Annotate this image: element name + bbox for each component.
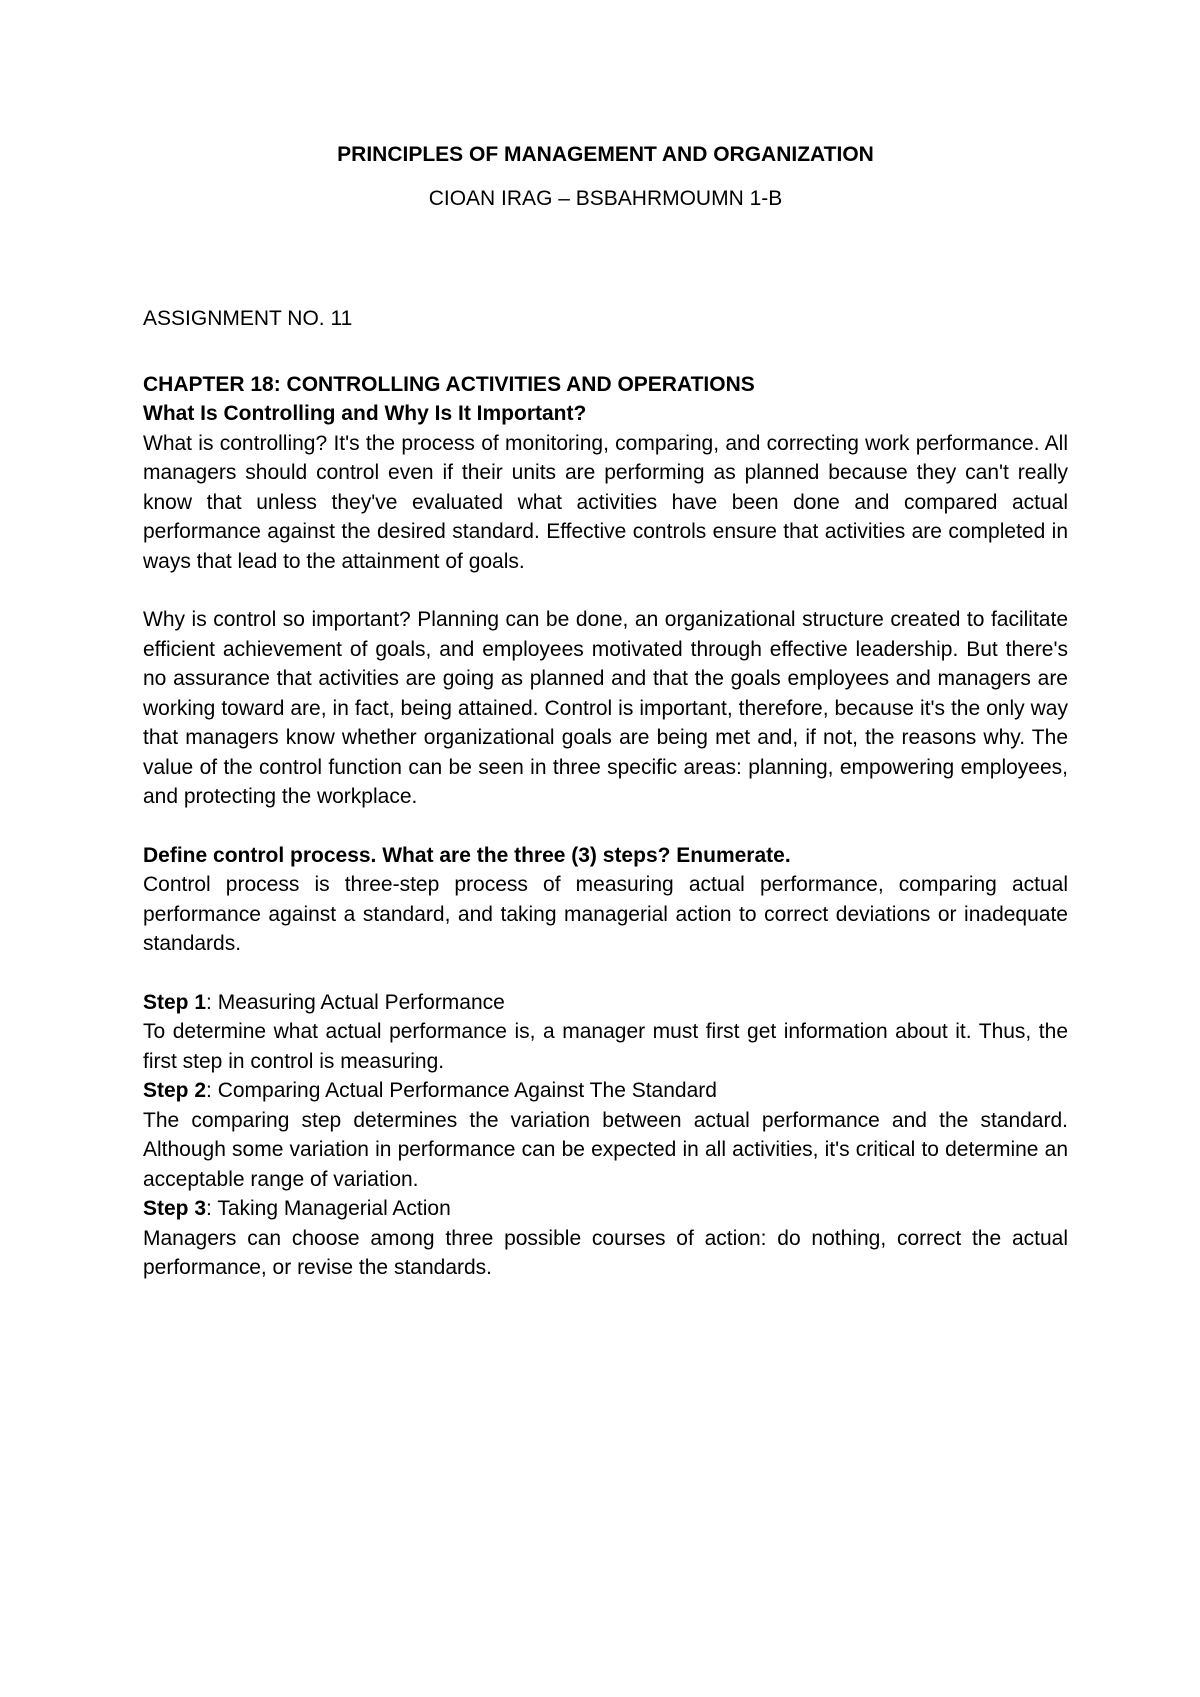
step-1-label: Step 1 [143,990,207,1014]
step-3-name: : Taking Managerial Action [206,1197,451,1220]
step-2-label: Step 2 [143,1079,207,1102]
step-2-body: The comparing step determines the variation between actual performance and the standard. Although some variation in performance can be expected in all activities, it's critical to determine an acceptable range of variation. [143,1108,1068,1191]
step-3-body: Managers can choose among three possible courses of action: do nothing, correct the actual performance, or revise the standards. [143,1226,1068,1279]
step-3-title [143,1194,1068,1224]
paragraph-what-is-controlling: What is controlling? It's the process of monitoring, comparing, and correcting work performance. All managers should control even if their units are performing as planned because they can't really know that unless they've evaluated what activities have been done and compared actual performance against the desired standard. Effective controls ensure that activities are completed in ways that lead to the attainment of goals. [143,431,1068,573]
paragraph-gap [143,812,1068,841]
document-body [143,140,1068,1283]
paragraph-gap [143,959,1068,988]
step-2-title [143,1076,1068,1106]
step-1-title [143,988,1068,1018]
step-1-body: To determine what actual performance is, a manager must first get information about it. Thus, the first step in control is measuring. [143,1020,1068,1073]
paragraph-gap [143,576,1068,605]
paragraph-control-process: Control process is three-step process of measuring actual performance, comparing actual performance against a standard, and taking managerial action to correct deviations or inadequate standards. [143,873,1068,955]
step-2-name: : Comparing Actual Performance Against The Standard [206,1079,717,1102]
paragraph-why-control-important: Why is control so important? Planning can be done, an organizational structure created to facilitate efficient achievement of goals, and employees motivated through effective leadership. But there's no assurance that activities are going as planned and that the goals employees and managers are working toward are, in fact, being attained. Control is important, therefore, because it's the only way that managers know whether organizational goals are being met and, if not, the reasons why. The value of the control function can be seen in three specific areas: planning, empowering employees, and protecting the workplace. [143,608,1068,808]
chapter-heading: CHAPTER 18: CONTROLLING ACTIVITIES AND OPERATIONS [143,372,755,396]
step-3-label: Step 3 [143,1197,207,1220]
assignment-number: ASSIGNMENT NO. 11 [143,307,353,330]
section-heading-control-process: Define control process. What are the three (3) steps? Enumerate. [143,843,791,867]
step-1-name: : Measuring Actual Performance [206,990,505,1014]
document-title: PRINCIPLES OF MANAGEMENT AND ORGANIZATION [337,143,874,166]
section-heading-controlling: What Is Controlling and Why Is It Important? [143,402,587,425]
author-line: CIOAN IRAG – BSBAHRMOUMN 1-B [428,186,783,210]
